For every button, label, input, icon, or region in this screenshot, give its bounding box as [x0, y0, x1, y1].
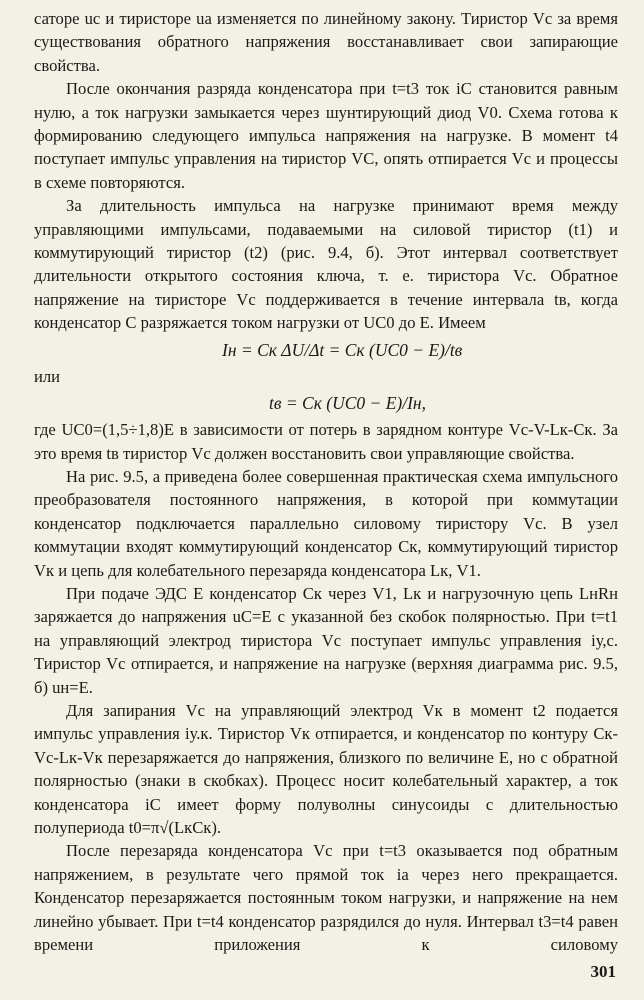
paragraph-after-recharge: После перезаряда конденсатора Vс при t=t3 оказывается под обратным напряжением, в результате чего прямой ток iа через него прекращается. Конденсатор перезаряжается постоянным током нагрузки, и напряжение на нем линейно убывает. При t=t4 конденсатор разрядился до нуля. Интервал t3=t4 равен времени приложения к силовому [34, 841, 618, 955]
paragraph-pulse-duration: За длительность импульса на нагрузке принимают время между управляющими импульсами, подаваемыми на силовой тиристор (t1) и коммутирующий тиристор (t2) (рис. 9.4, б). Этот интервал соответствует длительности открытого состояния ключа, т. е. тиристора Vс. Обратное напряжение на тиристоре Vс поддерживается в течение интервала tв, когда конденсатор С разряжается током нагрузки от UС0 до Е. Имеем [34, 196, 618, 333]
paragraph-emf-application: При подаче ЭДС Е конденсатор Cк через V1, Lк и нагрузочную цепь LнRн заряжается до напряжения uС=E с указанной без скобок полярностью. При t=t1 на управляющий электрод тиристора Vс поступает импульс управления iу,с. Тиристор Vс отпирается, и напряжение на нагрузке (верхняя диаграмма рис. 9.5, б) uн=E. [34, 583, 618, 697]
page-number: 301 [590, 962, 616, 981]
paragraph-turn-off: Для запирания Vс на управляющий электрод Vк в момент t2 подается импульс управления iу.к. Тиристор Vк отпирается, и конденсатор по контуру Cк-Vс-Lк-Vк перезаряжается до напряжения, близкого по величине Е, но с обратной полярностью (знаки в скобках). Процесс носит колебательный характер, а ток конденсатора iС имеет форму полуволны синусоиды с длительностью полупериода t0=π√(LкCк). [34, 700, 618, 837]
paragraph-where: где UС0=(1,5÷1,8)E в зависимости от потерь в зарядном контуре Vс-V-Lк-Cк. За это время tв тиристор Vс должен восстановить свои управляющие свойства. [34, 420, 618, 463]
paragraph-discharge-end: После окончания разряда конденсатора при t=t3 ток iС становится равным нулю, а ток нагрузки замыкается через шунтирующий диод V0. Схема готова к формированию следующего импульса напряжения на нагрузке. В момент t4 поступает импульс управления на тиристор VC, опять отпирается Vс и процессы в схеме повторяются. [34, 79, 618, 192]
formula-recovery-time: tв = Cк (UС0 − E)/Iн, [269, 393, 426, 414]
text-or: или [34, 366, 61, 386]
paragraph-fig-9-5: На рис. 9.5, а приведена более совершенная практическая схема импульсного преобразователя постоянного напряжения, в которой при коммутации конденсатор подключается параллельно силовому тиристору Vс. В узел коммутации входят коммутирующий конденсатор Cк, коммутирующий тиристор Vк и цепь для колебательного перезаряда конденсатора Lк, V1. [34, 466, 618, 580]
paragraph-continuation: саторе uс и тиристоре uа изменяется по линейному закону. Тиристор Vс за время существования обратного напряжения восстанавливает свои запирающие свойства. [34, 9, 618, 75]
formula-load-current: Iн = Cк ΔU/Δt = Cк (UС0 − E)/tв [222, 339, 463, 360]
